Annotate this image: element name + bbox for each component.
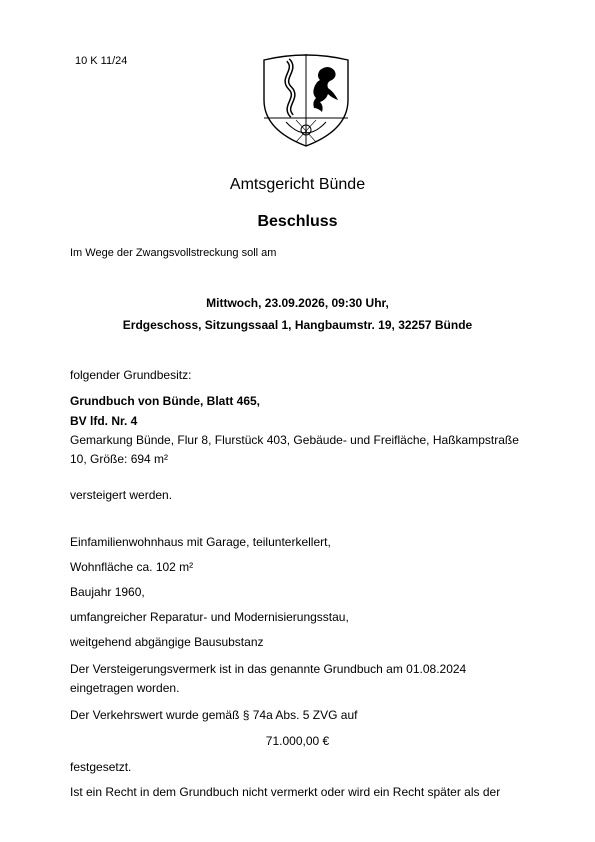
- market-value-intro: Der Verkehrswert wurde gemäß § 74a Abs. 5 ZVG auf: [70, 708, 358, 722]
- description-line-5: weitgehend abgängige Bausubstanz: [70, 635, 264, 649]
- auction-phrase: versteigert werden.: [70, 488, 173, 502]
- register-note-line-2: eingetragen worden.: [70, 681, 180, 695]
- final-text-line: Ist ein Recht in dem Grundbuch nicht vermerkt oder wird ein Recht später als der: [70, 785, 501, 799]
- register-note-line-1: Der Versteigerungsvermerk ist in das genannte Grundbuch am 01.08.2024: [70, 662, 467, 676]
- description-line-1: Einfamilienwohnhaus mit Garage, teilunterkellert,: [70, 535, 331, 549]
- property-intro: folgender Grundbesitz:: [70, 368, 192, 382]
- description-line-3: Baujahr 1960,: [70, 585, 145, 599]
- parcel-line-2: 10, Größe: 694 m²: [70, 452, 169, 466]
- file-number: 10 K 11/24: [75, 55, 128, 67]
- coat-of-arms-emblem: [258, 50, 354, 148]
- parcel-line-1: Gemarkung Bünde, Flur 8, Flurstück 403, Gebäude- und Freifläche, Haßkampstraße: [70, 433, 519, 447]
- intro-text: Im Wege der Zwangsvollstreckung soll am: [70, 247, 277, 259]
- bv-number: BV lfd. Nr. 4: [70, 414, 138, 428]
- auction-date: Mittwoch, 23.09.2026, 09:30 Uhr,: [206, 296, 389, 310]
- market-value-end: festgesetzt.: [70, 760, 132, 774]
- description-line-2: Wohnfläche ca. 102 m²: [70, 560, 194, 574]
- document-type-heading: Beschluss: [257, 213, 338, 230]
- market-value-amount: 71.000,00 €: [265, 734, 330, 748]
- description-line-4: umfangreicher Reparatur- und Modernisierungsstau,: [70, 610, 349, 624]
- auction-location: Erdgeschoss, Sitzungssaal 1, Hangbaumstr. 19, 32257 Bünde: [122, 318, 473, 332]
- land-register: Grundbuch von Bünde, Blatt 465,: [70, 394, 261, 408]
- court-name: Amtsgericht Bünde: [229, 176, 366, 193]
